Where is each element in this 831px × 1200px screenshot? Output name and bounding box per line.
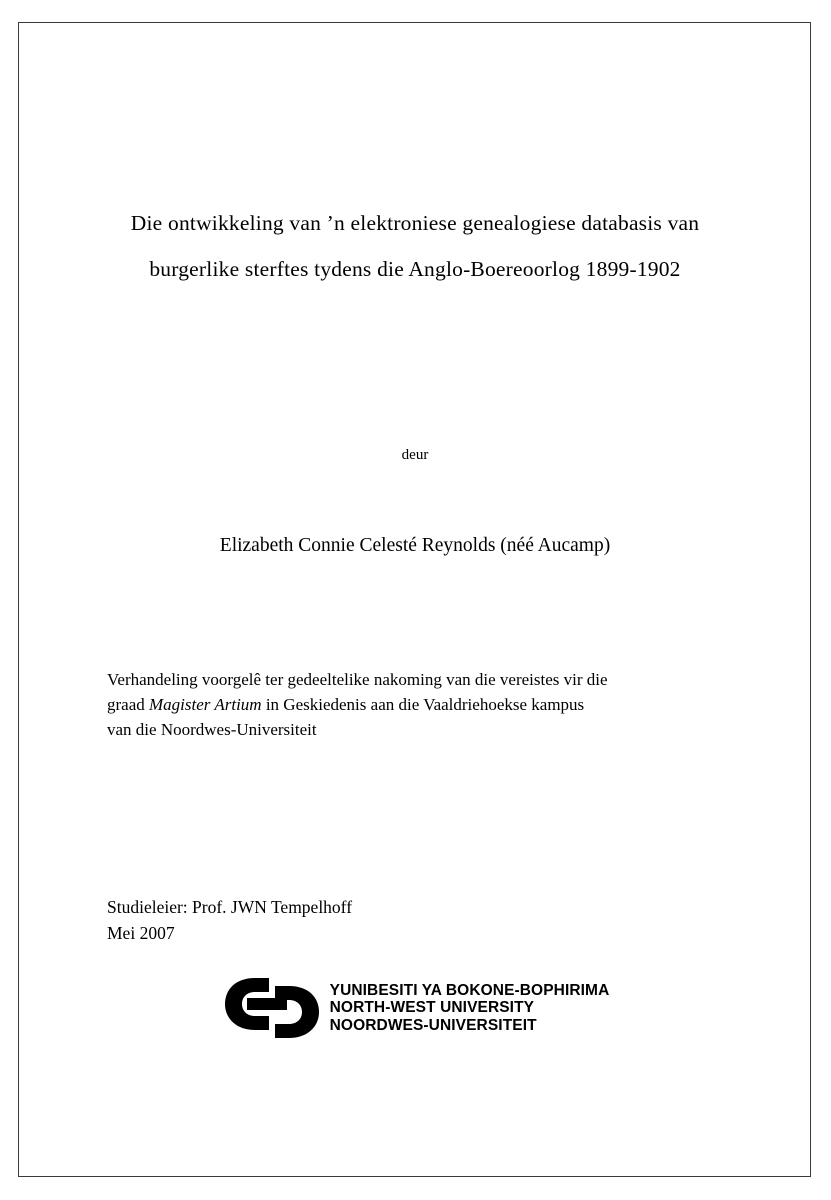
- title-line-2: burgerlike sterftes tydens die Anglo-Boereoorlog 1899-1902: [149, 257, 681, 281]
- statement-line-3: van die Noordwes-Universiteit: [107, 720, 317, 739]
- supervisor-block: [107, 894, 607, 946]
- supervisor-line: Studieleier: Prof. JWN Tempelhoff: [107, 897, 353, 917]
- logo-text-line-3: NOORDWES-UNIVERSITEIT: [329, 1016, 537, 1034]
- title-line-1: Die ontwikkeling van ’n elektroniese genealogiese databasis van: [130, 211, 700, 235]
- logo-text-line-1: YUNIBESITI YA BOKONE-BOPHIRIMA: [329, 981, 610, 999]
- statement-line-2-post: in Geskiedenis aan die Vaaldriehoekse kampus: [261, 695, 585, 714]
- statement-line-1: Verhandeling voorgelê ter gedeeltelike nakoming van die vereistes vir die: [107, 670, 608, 689]
- author-name: Elizabeth Connie Celesté Reynolds (néé Aucamp): [219, 535, 611, 556]
- page-title: [100, 200, 730, 292]
- by-label: deur: [401, 447, 429, 463]
- logo-text-line-2: NORTH-WEST UNIVERSITY: [329, 999, 535, 1017]
- logo-group: [221, 974, 610, 1042]
- degree-statement: [107, 667, 725, 742]
- logo-text: [330, 982, 610, 1035]
- university-logo: [100, 974, 730, 1042]
- degree-name: Magister Artium: [149, 695, 262, 714]
- nwu-logo-mark-icon: [221, 974, 323, 1042]
- statement-line-2: [107, 692, 725, 717]
- title-page-content: [100, 22, 730, 1177]
- date-line: Mei 2007: [107, 923, 175, 943]
- statement-line-2-pre: graad: [107, 695, 150, 714]
